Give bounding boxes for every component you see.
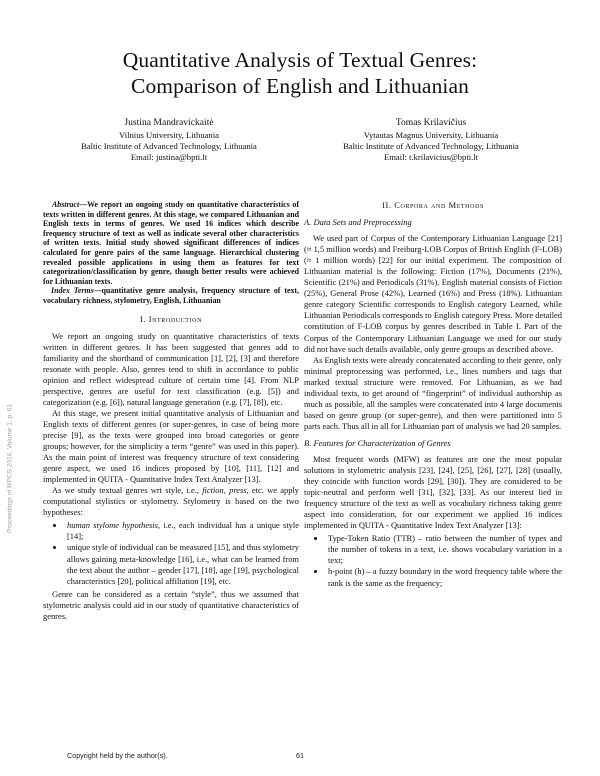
index-terms-text: —quantitative genre analysis, frequency structure of text, vocabulary richness, stylometry, English, Lithuanian [43, 286, 299, 305]
author-1 [24, 117, 314, 163]
paragraph: We used part of Corpus of the Contemporary Lithuanian Language [21] (≈ 1,5 million words) and Freiburg-LOB Corpus of British English (F-LOB) (≈ 1 million words) [22] for our initial experiment. The composition of Lithuanian material is the following: Fiction (17%), Documents (21%), Scientific (21%) and Periodicals (31%). English material consists of Fiction (25%), General Prose (42%), Learned (16%) and Press (18%). Lithuanian genre category Scientific corresponds to English category Learned, while Lithuanian Periodicals corresponds to English category Press. More detailed constitution of F-LOB corpus by genres described in Table I. Part of the Corpus of the Contemporary Lithuanian Language we used for our study did not have such details available, only genre groups as described above. [304, 233, 562, 354]
paragraph: Most frequent words (MFW) as features are one the most popular solutions in stylometric analysis [23], [24], [25], [26], [27], [28] (usually, they coincide with function words [29], [30]). They are considered to be topic-neutral and perform well [31], [32], [33]. As our interest lied in frequency structure of the text as well as vocabulary richness taking genre aspect into consideration, for our experiment we applied 16 indices implemented in QUITA - Quantitative Index Text Analyzer [13]: [304, 453, 562, 531]
author-affiliation: Vilnius University, Lithuania [119, 129, 219, 140]
list-item: • human stylome hypothesis, i.e., each individual has a unique style [14]; [65, 520, 299, 542]
indices-list [304, 533, 562, 588]
author-email: Email: justina@bpti.lt [130, 151, 208, 162]
section-heading-introduction: I. Introduction [139, 314, 203, 324]
author-name: Justina Mandravickaitė [124, 117, 214, 128]
paragraph: Genre can be considered as a certain ”style”, thus we assumed that stylometric analysis could aid in our study of quantitative characteristics of genres. [43, 588, 299, 621]
index-terms-label: Index Terms [51, 286, 94, 296]
subsection-heading-features: B. Features for Characterization of Genres [304, 437, 451, 448]
subsection-heading-datasets: A. Data Sets and Preprocessing [304, 217, 412, 228]
footer-copyright: Copyright held by the author(s). [67, 751, 168, 760]
abstract [43, 200, 299, 286]
author-name: Tomas Krilavičius [395, 117, 467, 128]
list-item: • unique style of individual can be measured [15], and thus stylometry allows gaining meta-knowledge [16], i.e., what can be learned from the text about the author – gender [17], [18], age [19], psychological characteristics [20], political affiliation [19], etc. [65, 542, 299, 586]
list-item: • h-point (h) – a fuzzy boundary in the word frequency table where the rank is the same as the frequency; [326, 566, 562, 588]
paragraph: At this stage, we present initial quantitative analysis of Lithuanian and English texts of different genres (or super-genres, in case of being more precise [9], as the texts were grouped into broad categories or genre groups; however, for the simplicity a term “genre” was used in this paper). As the main point of interest was frequency structure of text considering genre aspect, we used 16 indices proposed by [10], [11], [12] and implemented in QUITA - Quantitative Index Text Analyzer [13]. [43, 407, 299, 485]
abstract-text: —We report an ongoing study on quantitative characteristics of texts written in different genres. At this stage, we compared Lithuanian and English texts in terms of genres. We used 16 indices which describe frequency structure of text as well as indicate several other characteristics of written texts. Initial study showed significant differences of indices calculated for genre pairs of the same language. Hierarchical clustering revealed possible applications in using them as features for text categorization/classification by genre, though better results were achieved for Lithuanian texts. [43, 200, 299, 286]
author-email: Email: t.krilavicius@bpti.lt [383, 151, 479, 162]
sidebar-text: Proceedings of MPCS 2016, Volume 1, p. 61 [6, 404, 14, 533]
author-2 [286, 117, 576, 163]
author-affiliation: Vytautas Magnus University, Lithuania [363, 129, 499, 140]
abstract-label: Abstract [52, 200, 80, 209]
paragraph: We report an ongoing study on quantitative characteristics of texts written in different genres. It has been suggested that genres add to familiarity and the shorthand of communication [1], [2], [3] and therefore resonate with people. Also, genres tend to shift in accordance to public opinion and reflect widespread culture of certain time [4]. From NLP perspective, genres are useful for text classification (e.g. [5]) and categorization (e.g. [6]), natural language generation (e.g. [7], [8]), etc. [43, 330, 299, 407]
hypotheses-list [43, 520, 299, 586]
section-heading-corpora: II. Corpora and Methods [382, 201, 484, 210]
list-item: • Type-Token Ratio (TTR) – ratio between the number of types and the number of tokens in a text, i.e. shows vocabulary variation in a text; [326, 533, 562, 566]
right-column [304, 200, 562, 591]
author-affiliation: Baltic Institute of Advanced Technology, Lithuania [81, 140, 257, 151]
page-number: 61 [296, 751, 304, 760]
paper-title [40, 47, 560, 99]
index-terms [43, 286, 299, 305]
paragraph: As we study textual genres wrt style, i.e., fiction, press, etc. we apply computational stylistics or stylometry. Stylometry is based on the two hypotheses: [43, 485, 299, 518]
left-column [43, 200, 299, 622]
paragraph: As English texts were already concatenated according to their genre, only minimal preprocessing was performed, i.e., lines numbers and tags that marked textual structure were removed. For Lithuanian, as we had individual texts, to get around of “fingerprint” of individual authorship as much as possible, all the samples were concatenated into 4 large documents based on genre group (or super-genre), and then were partitioned into 5 parts each. Thus all in all for Lithuanian part of analysis we had 20 samples. [304, 354, 562, 431]
proceedings-sidebar [5, 330, 15, 610]
author-affiliation: Baltic Institute of Advanced Technology, Lithuania [343, 140, 519, 151]
title-line-1: Quantitative Analysis of Textual Genres: [122, 48, 478, 72]
title-line-2: Comparison of English and Lithuanian [131, 74, 469, 98]
